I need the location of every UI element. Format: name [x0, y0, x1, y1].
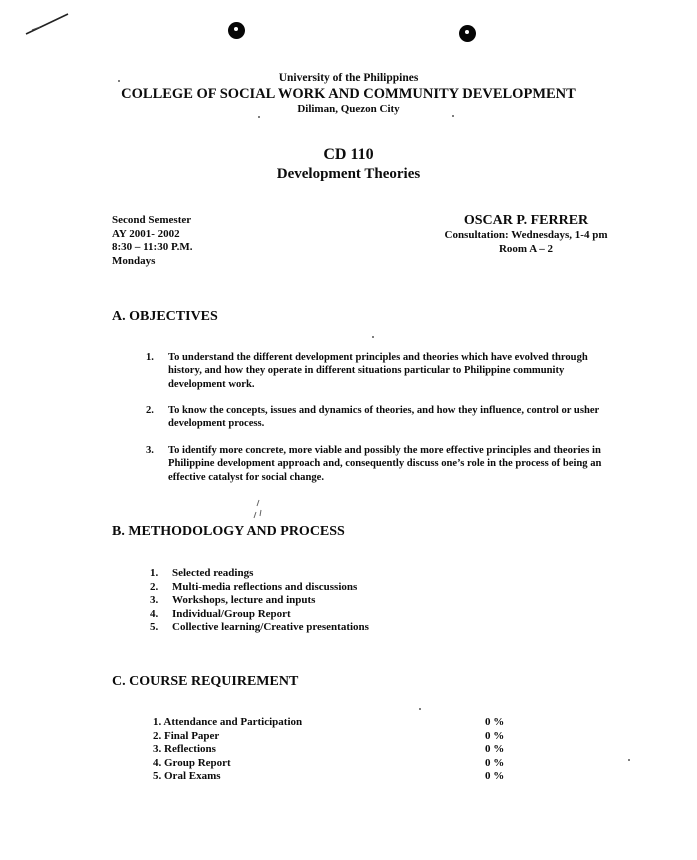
class-time: 8:30 – 11:30 P.M.: [112, 241, 193, 253]
methodology-heading: B. METHODOLOGY AND PROCESS: [112, 524, 345, 539]
punch-hole-left: [228, 22, 245, 39]
methodology-list: [150, 567, 369, 635]
requirements-percentages: [485, 716, 504, 784]
class-day: Mondays: [112, 254, 156, 267]
objective-item: [146, 404, 616, 431]
course-title: Development Theories: [276, 166, 421, 182]
pen-mark-decoration: [22, 8, 72, 38]
item-number: 3.: [150, 594, 159, 606]
requirement-label: 2. Final Paper: [153, 729, 220, 742]
location: Diliman, Quezon City: [297, 103, 400, 115]
room: Room A – 2: [498, 242, 554, 255]
item-text: Individual/Group Report: [172, 607, 291, 620]
scan-speck: [258, 116, 260, 118]
list-item: [150, 594, 369, 608]
requirement-label: 3. Reflections: [153, 743, 216, 755]
requirements-list: [153, 716, 302, 784]
list-item: [150, 621, 369, 635]
item-text: Multi-media reflections and discussions: [172, 580, 358, 593]
requirement-percent: 0 %: [485, 716, 505, 728]
college-name: COLLEGE OF SOCIAL WORK AND COMMUNITY DEVELOPMENT: [121, 86, 576, 102]
item-number: 1.: [150, 567, 159, 579]
instructor-name: OSCAR P. FERRER: [463, 213, 589, 228]
requirement-percent: 0 %: [485, 743, 505, 755]
objective-text: To understand the different development principles and theories which have evolved through history, and how they operate in different situations particular to Philippine community development work.: [168, 352, 588, 390]
objectives-heading: A. OBJECTIVES: [112, 309, 218, 324]
semester: Second Semester: [112, 214, 192, 226]
requirement-label: 5. Oral Exams: [153, 770, 221, 782]
objective-number: 1.: [146, 352, 154, 363]
item-number: 4.: [150, 607, 159, 620]
requirement-label: 4. Group Report: [153, 756, 231, 769]
consultation-hours: Consultation: Wednesdays, 1-4 pm: [444, 229, 608, 241]
requirement-label: 1. Attendance and Participation: [153, 716, 303, 728]
requirement-percent: 0 %: [485, 756, 505, 769]
scan-mark: [250, 498, 264, 522]
list-item: [150, 608, 369, 622]
item-text: Collective learning/Creative presentations: [172, 621, 369, 633]
item-text: Workshops, lecture and inputs: [172, 594, 316, 606]
objective-item: [146, 351, 616, 391]
item-number: 5.: [150, 621, 159, 633]
item-number: 2.: [150, 580, 159, 593]
instructor-block: [410, 213, 642, 256]
scan-speck: [452, 115, 454, 117]
objective-number: 2.: [146, 405, 154, 416]
objective-item: [146, 444, 616, 484]
requirements-heading: C. COURSE REQUIREMENT: [112, 674, 299, 689]
requirement-percent: 0 %: [485, 729, 505, 742]
list-item: [150, 567, 369, 581]
list-item: [150, 581, 369, 595]
item-text: Selected readings: [172, 567, 254, 579]
academic-year: AY 2001- 2002: [112, 227, 180, 240]
scan-speck: [628, 759, 630, 761]
schedule-block: [112, 214, 193, 268]
objective-text: To identify more concrete, more viable and possibly the more effective principles and theories in Philippine development approach and, consequently discuss one’s role in the process of being an effective catalyst for social change.: [168, 445, 602, 483]
punch-hole-right: [459, 25, 476, 42]
university-name: University of the Philippines: [278, 72, 419, 84]
requirement-percent: 0 %: [485, 770, 505, 782]
objective-number: 3.: [146, 445, 154, 456]
scan-speck: [372, 336, 374, 338]
objective-text: To know the concepts, issues and dynamics of theories, and how they influence, control or usher development process.: [168, 405, 600, 430]
scan-speck: [419, 708, 421, 710]
course-code: CD 110: [323, 146, 374, 163]
